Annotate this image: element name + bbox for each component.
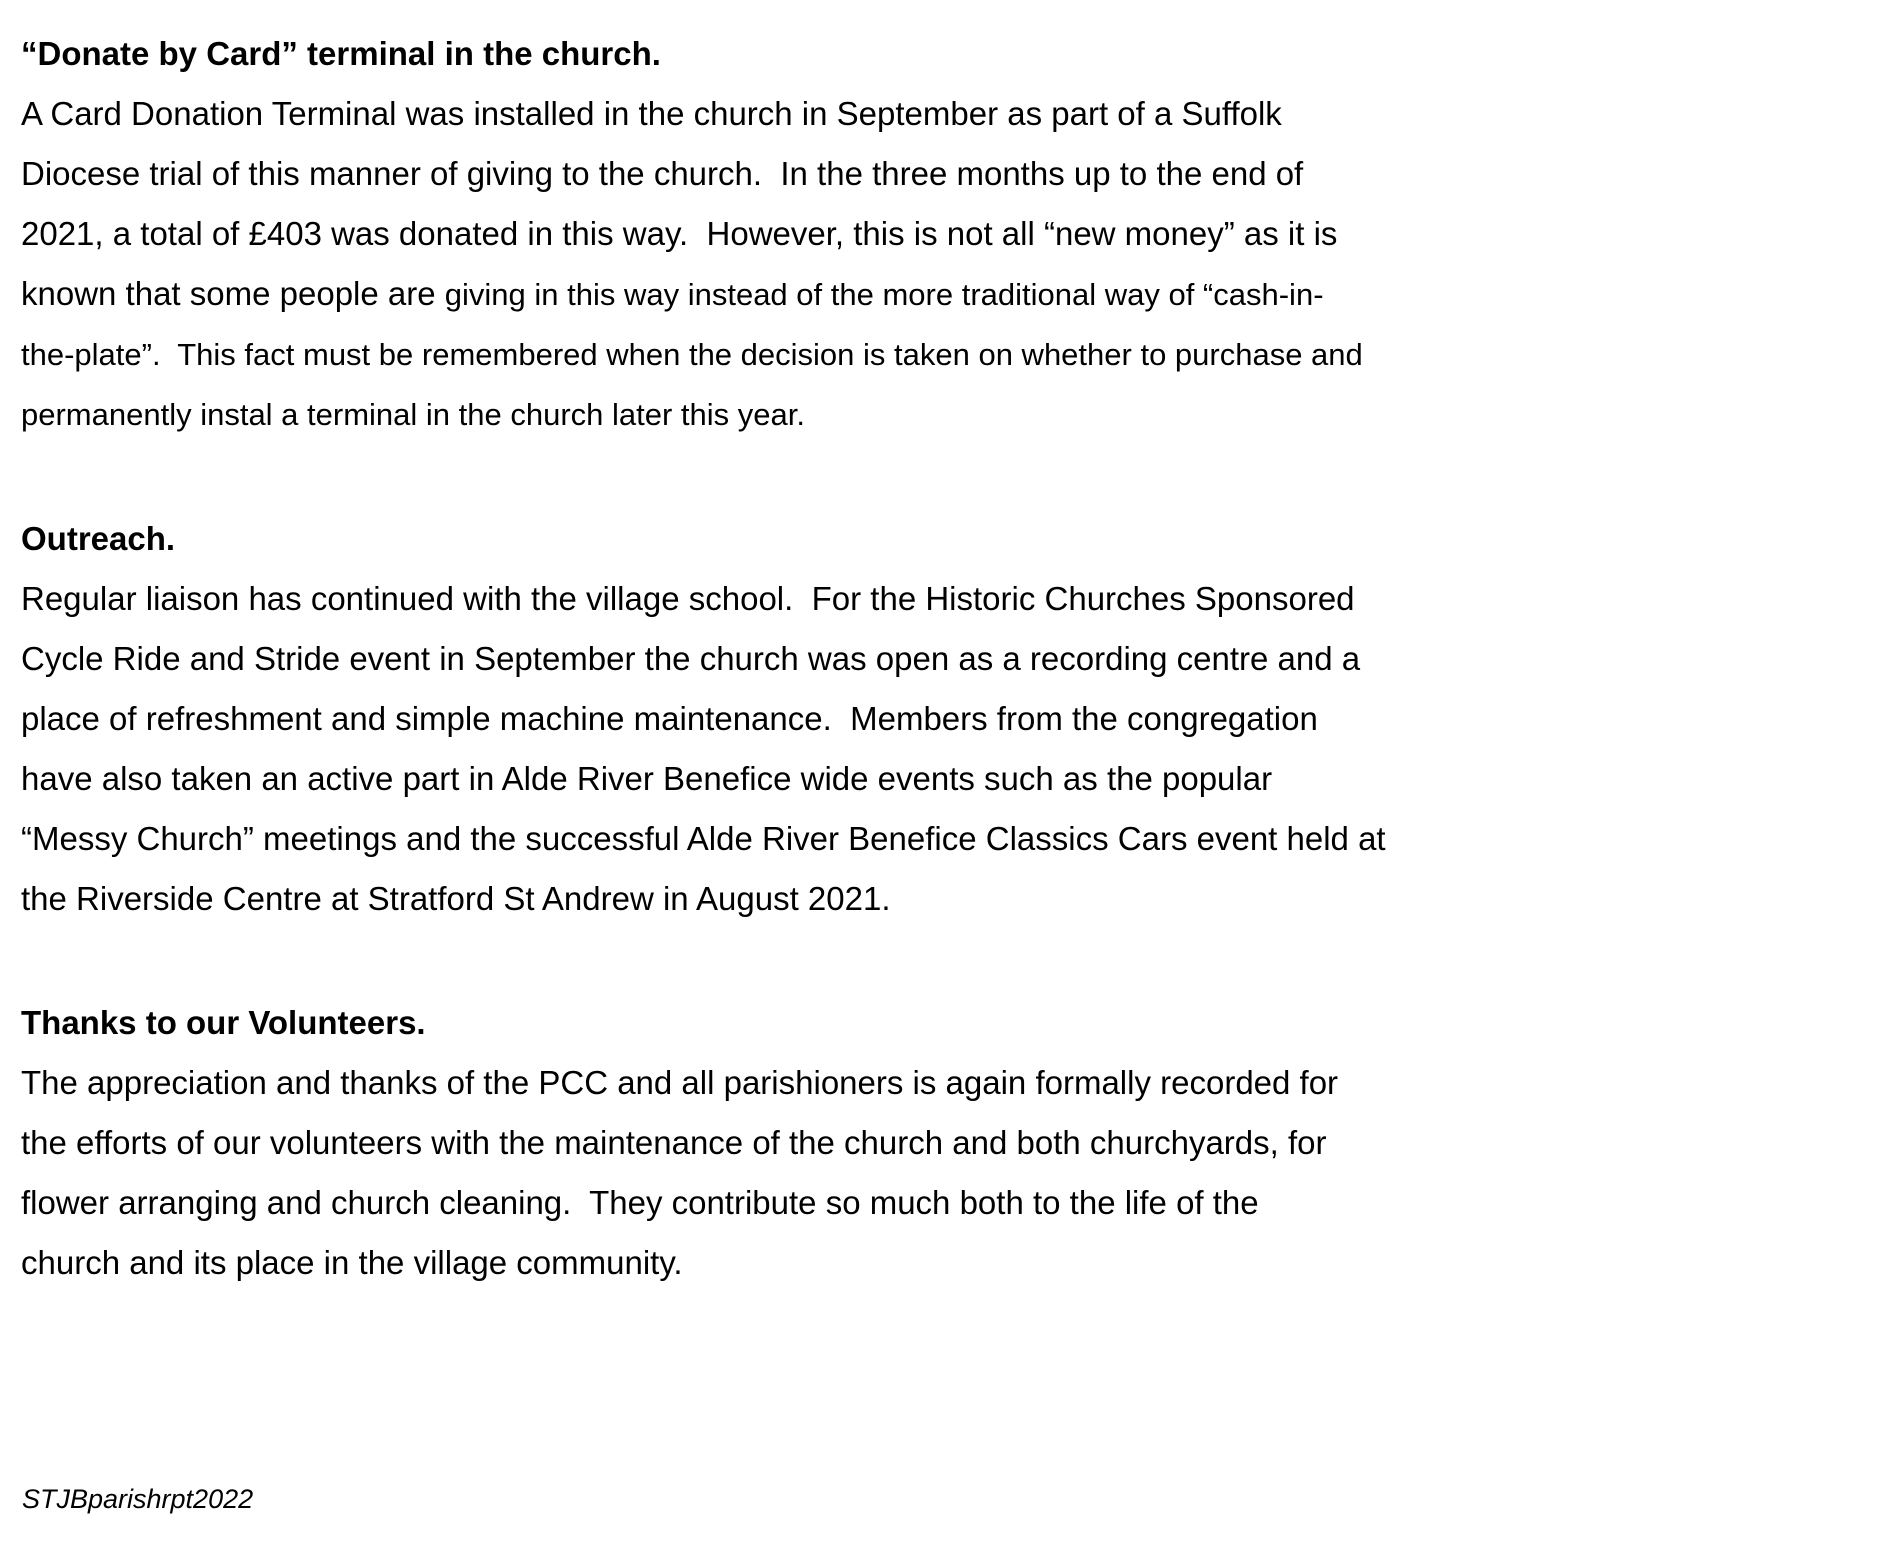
paragraph-line: A Card Donation Terminal was installed in the church in September as part of a Suffolk <box>21 95 1282 132</box>
paragraph-line: church and its place in the village community. <box>21 1244 683 1281</box>
paragraph-line: flower arranging and church cleaning. They contribute so much both to the life of the <box>21 1184 1259 1221</box>
paragraph-line: the efforts of our volunteers with the maintenance of the church and both churchyards, for <box>21 1124 1327 1161</box>
paragraph-line: have also taken an active part in Alde River Benefice wide events such as the popular <box>21 760 1273 797</box>
section-heading-thanks-volunteers: Thanks to our Volunteers. <box>21 1004 426 1041</box>
paragraph-line: permanently instal a terminal in the church later this year. <box>21 397 805 432</box>
paragraph-line: The appreciation and thanks of the PCC and all parishioners is again formally recorded for <box>21 1064 1339 1101</box>
paragraph-line: Regular liaison has continued with the village school. For the Historic Churches Sponsored <box>21 580 1355 617</box>
paragraph-line: Diocese trial of this manner of giving to the church. In the three months up to the end of <box>21 155 1304 192</box>
paragraph-line: place of refreshment and simple machine maintenance. Members from the congregation <box>21 700 1318 737</box>
section-heading-donate-by-card: “Donate by Card” terminal in the church. <box>21 35 661 72</box>
paragraph-line: the-plate”. This fact must be remembered when the decision is taken on whether to purchase and <box>21 337 1363 372</box>
paragraph-line-segment: known that some people are <box>21 275 445 312</box>
paragraph-spacer <box>21 929 1870 993</box>
paragraph-line: the Riverside Centre at Stratford St Andrew in August 2021. <box>21 880 891 917</box>
paragraph-line-segment: giving in this way instead of the more traditional way of “cash-in- <box>444 277 1324 312</box>
paragraph-spacer <box>21 445 1870 509</box>
paragraph-line: “Messy Church” meetings and the successful Alde River Benefice Classics Cars event held at <box>21 820 1386 857</box>
paragraph-line: Cycle Ride and Stride event in September the church was open as a recording centre and a <box>21 640 1361 677</box>
document-footer-reference: STJBparishrpt2022 <box>22 1484 254 1514</box>
paragraph-line <box>21 264 1870 325</box>
section-heading-outreach: Outreach. <box>21 520 176 557</box>
paragraph-line: 2021, a total of £403 was donated in this way. However, this is not all “new money” as it is <box>21 215 1338 252</box>
